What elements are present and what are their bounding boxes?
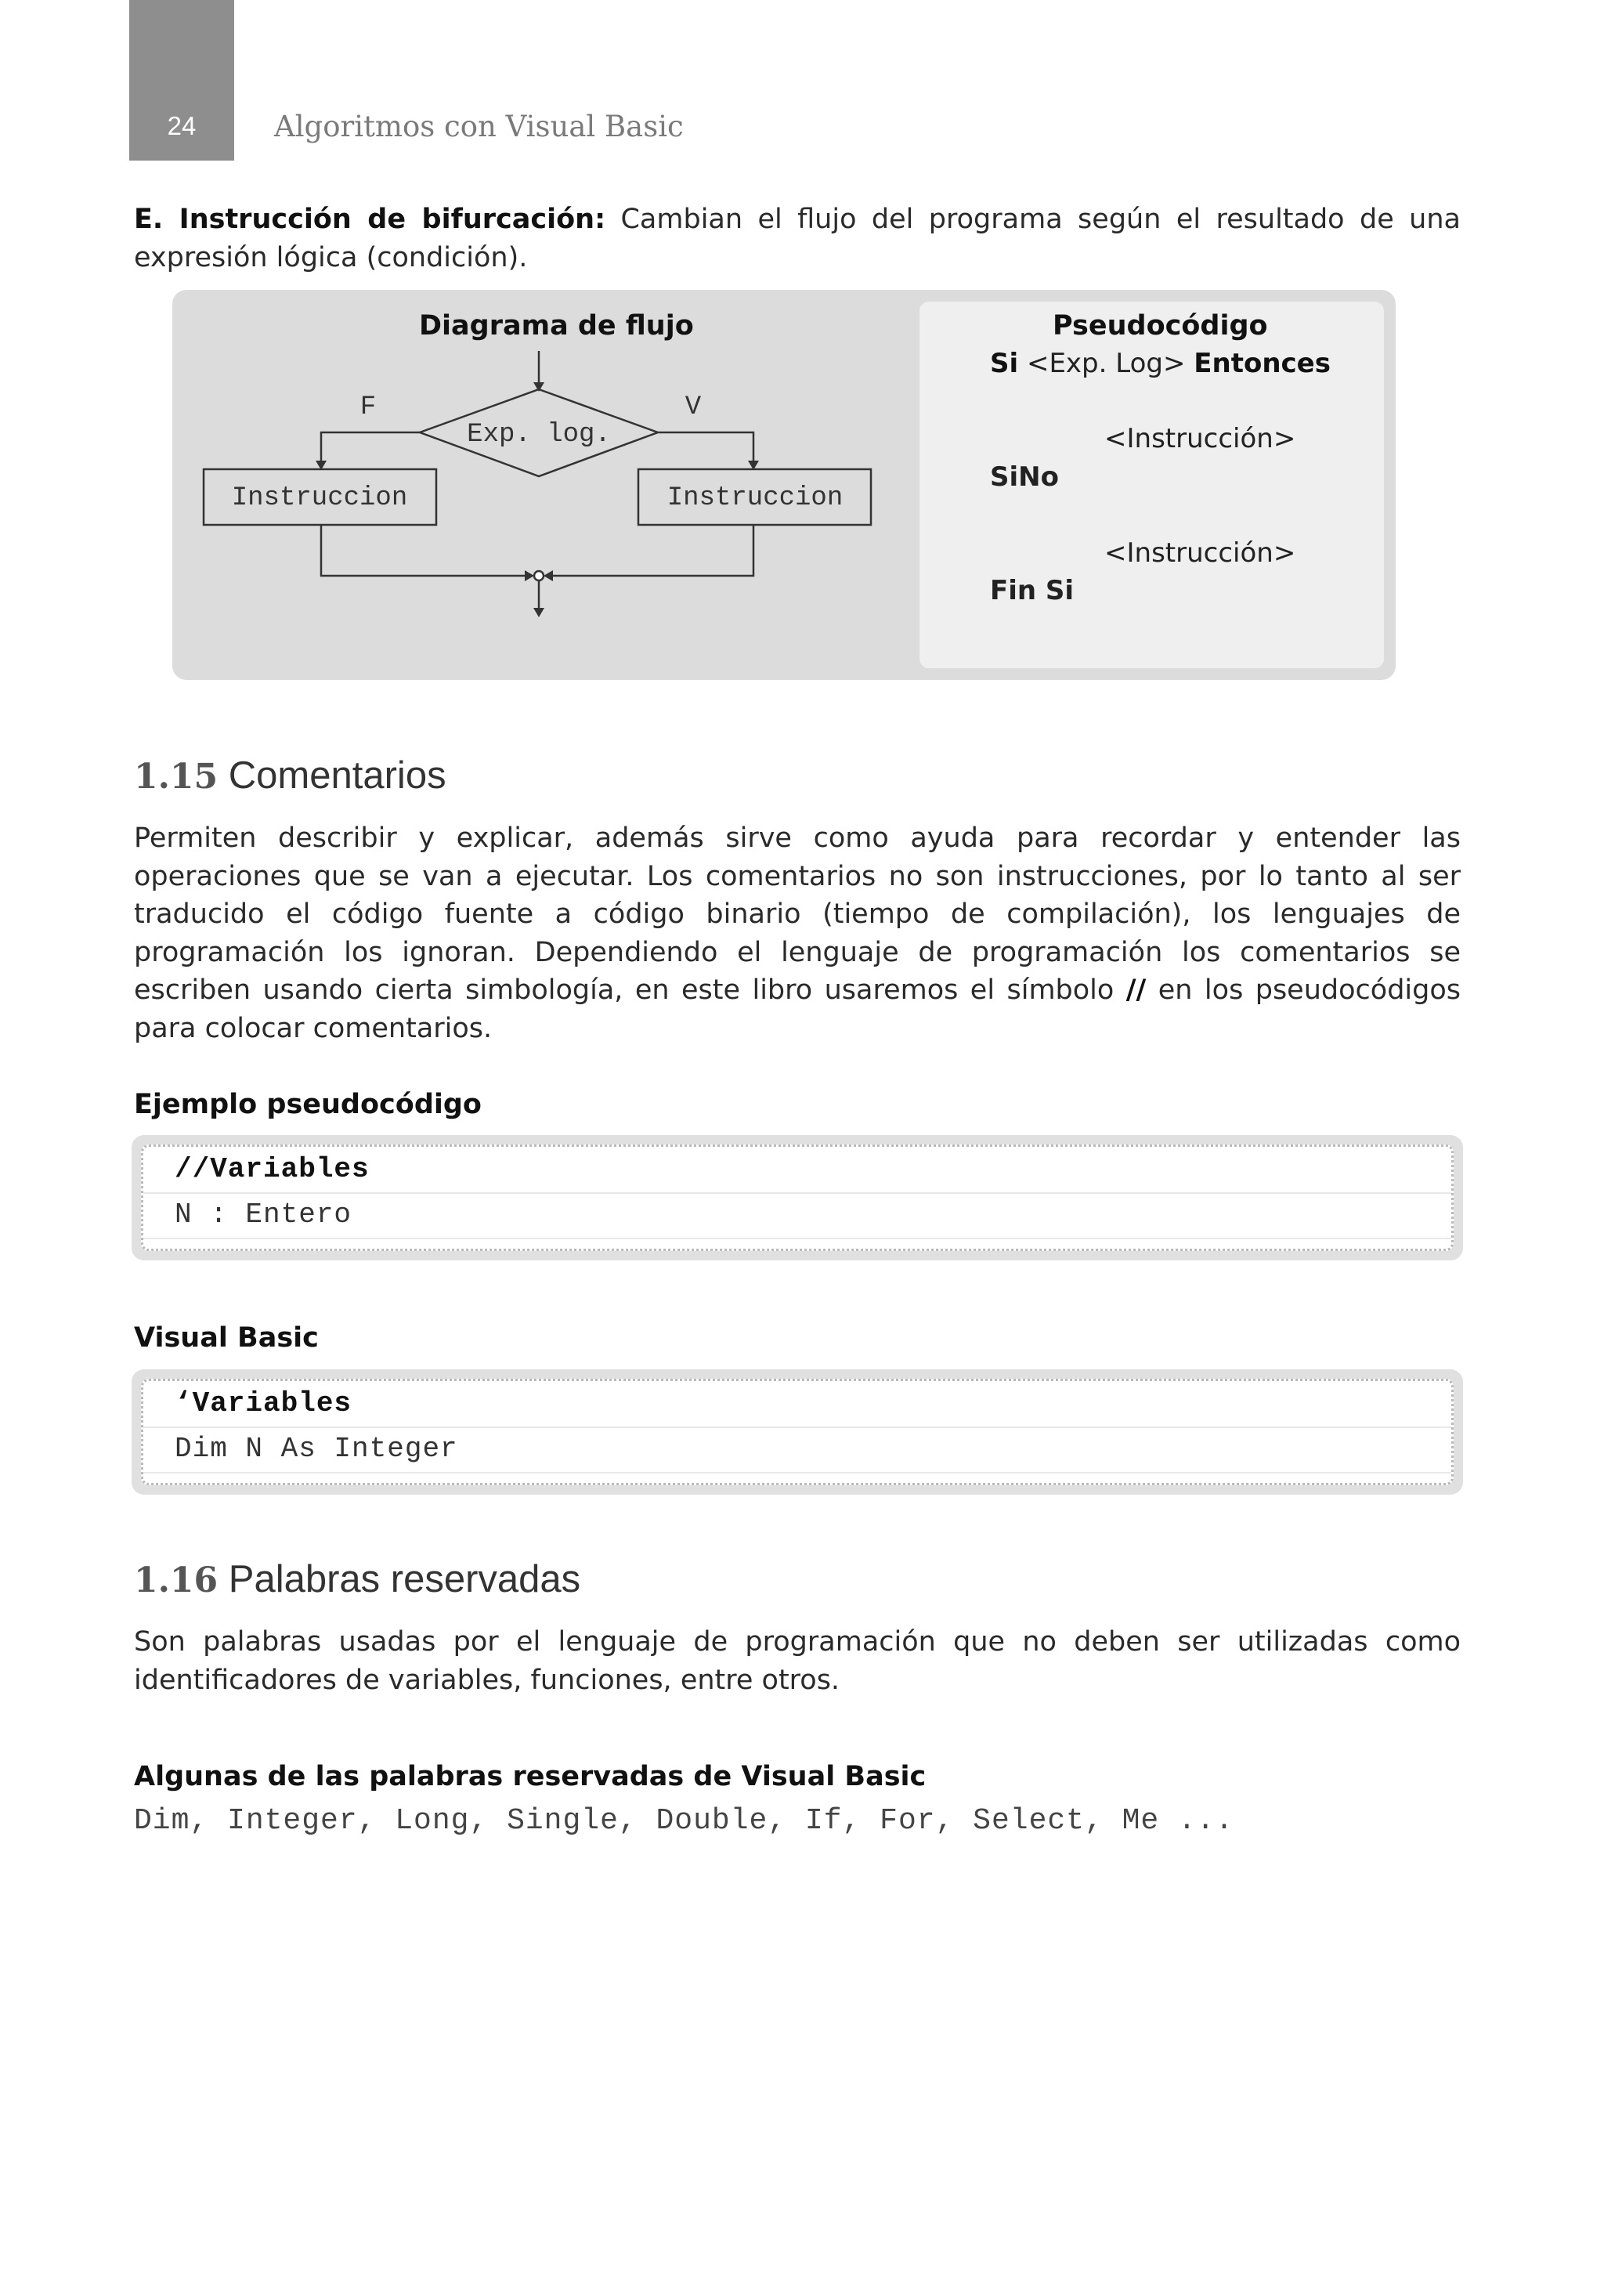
book-title: Algoritmos con Visual Basic xyxy=(274,110,684,143)
section-heading-comentarios: 1.15 Comentarios xyxy=(134,754,446,797)
page-number: 24 xyxy=(167,111,197,140)
false-label: F xyxy=(359,392,377,422)
diagram-title: Diagrama de flujo xyxy=(419,310,694,342)
section-e-text: Cambian el flujo del programa según el resultado de una expresión lógica (condición). xyxy=(134,204,1461,273)
pseudo-line-fin: Fin Si xyxy=(990,575,1075,606)
flowchart-diagram xyxy=(0,0,1604,705)
reserved-words-list: Dim, Integer, Long, Single, Double, If, For, Select, Me ... xyxy=(134,1804,1234,1838)
arrowhead-out xyxy=(533,608,544,617)
code-line: ‘Variables xyxy=(175,1387,352,1419)
flow-line-merge-right xyxy=(551,525,753,576)
arrowhead-merge-left xyxy=(525,570,534,581)
merge-connector xyxy=(534,571,544,580)
pseudo-line-instr1: <Instrucción> xyxy=(1104,423,1296,454)
flow-line-merge-left xyxy=(321,525,526,576)
pseudo-line-instr2: <Instrucción> xyxy=(1104,537,1296,569)
section-heading-palabras-reservadas: 1.16 Palabras reservadas xyxy=(134,1558,581,1600)
right-instruction-text: Instruccion xyxy=(667,483,844,513)
pseudo-line-sino: SiNo xyxy=(990,461,1059,493)
condition-text: Exp. log. xyxy=(467,420,611,450)
comment-symbol: // xyxy=(1125,974,1147,1006)
true-label: V xyxy=(685,392,702,422)
left-instruction-text: Instruccion xyxy=(231,483,408,513)
section-e-label: E. Instrucción de bifurcación: xyxy=(134,204,606,235)
pseudo-code-block xyxy=(132,1135,1463,1260)
palabras-paragraph: Son palabras usadas por el lenguaje de programación que no deben ser utilizadas como identificadores de variables, funciones, entre otros. xyxy=(134,1626,1461,1696)
pseudocode-title: Pseudocódigo xyxy=(1053,310,1268,342)
reserved-list-label: Algunas de las palabras reservadas de Visual Basic xyxy=(134,1761,927,1792)
example-pseudo-label: Ejemplo pseudocódigo xyxy=(134,1089,482,1120)
comentarios-paragraph: Permiten describir y explicar, además sirve como ayuda para recordar y entender las operaciones que se van a ejecutar. Los comentarios no son instrucciones, por lo tanto al ser traducido el código fuente a código binario (tiempo de compilación), los lenguajes de programación los ignoran. Dependiendo el lenguaje de programación los comentarios se escriben usando cierta simbología, en este libro usaremos el símbolo // en los pseudocódigos para colocar comentarios. xyxy=(134,823,1461,1044)
vb-code-block xyxy=(132,1369,1463,1495)
pseudo-line-si: Si <Exp. Log> Entonces xyxy=(990,348,1331,379)
flow-line-false xyxy=(321,432,420,462)
code-line: //Variables xyxy=(175,1153,370,1185)
vb-label: Visual Basic xyxy=(134,1322,319,1354)
flow-line-true xyxy=(658,432,753,462)
code-line: Dim N As Integer xyxy=(175,1433,458,1465)
code-line: N : Entero xyxy=(175,1199,352,1231)
arrowhead-merge-right xyxy=(544,570,553,581)
